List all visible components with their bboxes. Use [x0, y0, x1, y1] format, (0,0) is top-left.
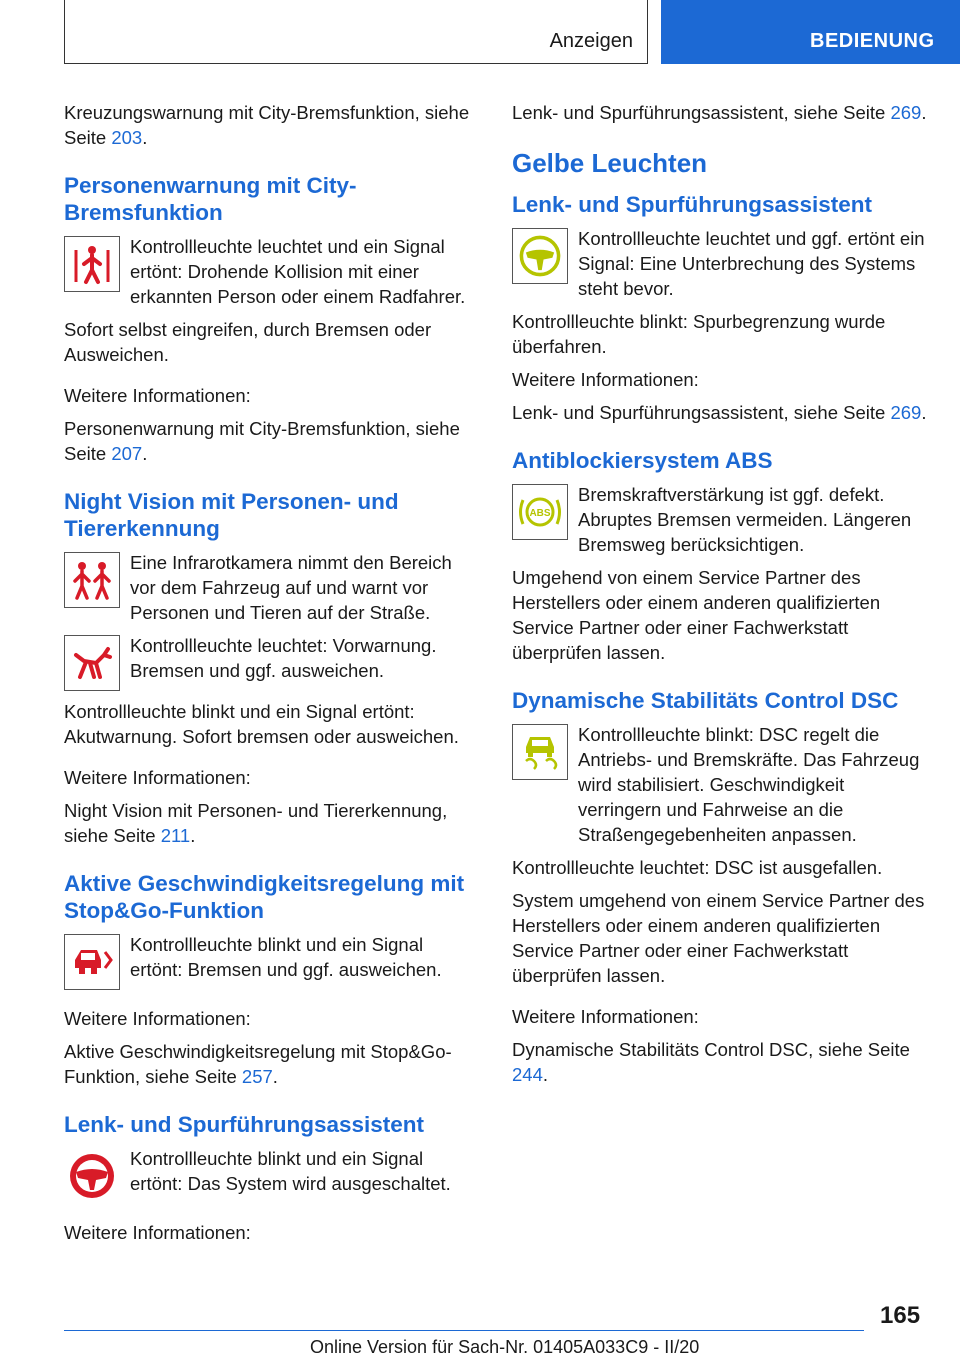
indicator-description: Kontrollleuchte leuchtet und ein Signal ertönt: Drohende Kollision mit einer erkannten Person oder einem Radfahrer. — [130, 236, 466, 307]
paragraph: Dynamische Stabilitäts Control DSC, siehe Seite 244. — [512, 1039, 910, 1085]
header-chapter-label: BEDIENUNG — [810, 30, 935, 52]
indicator-entry — [512, 482, 928, 557]
chapter-heading: Gelbe Leuchten — [512, 148, 708, 178]
section-heading: Antiblockiersystem ABS — [512, 448, 773, 473]
indicator-entry — [64, 633, 480, 691]
header-section-box — [64, 0, 648, 64]
paragraph: Kontrollleuchte blinkt und ein Signal ertönt: Akutwarnung. Sofort bremsen oder ausweichen. — [64, 701, 459, 747]
section-heading: Lenk- und Spurführungsassistent — [512, 192, 873, 217]
indicator-description: Bremskraftverstärkung ist ggf. defekt. Abruptes Bremsen vermeiden. Längeren Bremsweg berücksichtigen. — [578, 484, 912, 555]
indicator-description: Kontrollleuchte leuchtet: Vorwarnung. Bremsen und ggf. ausweichen. — [130, 635, 437, 681]
paragraph: Umgehend von einem Service Partner des Herstellers oder einem anderen qualifizierten Service Partner oder einer Fachwerkstatt überprüfen lassen. — [512, 567, 881, 663]
more-info-label: Weitere Informationen: — [64, 767, 251, 788]
page-link[interactable]: 207 — [111, 443, 143, 464]
paragraph: Kontrollleuchte leuchtet: DSC ist ausgefallen. — [512, 857, 883, 878]
section-heading: Dynamische Stabilitäts Control DSC — [512, 688, 899, 713]
more-info-label: Weitere Informationen: — [64, 1222, 251, 1243]
paragraph: System umgehend von einem Service Partner des Herstellers oder einem anderen qualifizierten Service Partner oder einer Fachwerkstatt überprüfen lassen. — [512, 890, 925, 986]
steering-wheel-yellow-icon — [512, 228, 568, 284]
paragraph: Kontrollleuchte blinkt: Spurbegrenzung wurde überfahren. — [512, 311, 886, 357]
left-column — [64, 100, 480, 1253]
indicator-description: Kontrollleuchte blinkt: DSC regelt die Antriebs- und Bremskräfte. Das Fahrzeug wird stabilisiert. Geschwindigkeit verringern und Fahrweise an die Straßengegebenheiten anpassen. — [578, 724, 920, 845]
indicator-entry — [64, 550, 480, 625]
page-link[interactable]: 269 — [890, 102, 922, 123]
header-section-label: Anzeigen — [549, 30, 633, 52]
footer-divider — [64, 1330, 864, 1331]
right-column — [512, 100, 928, 1095]
paragraph: Lenk- und Spurführungsassistent, siehe Seite 269. — [512, 402, 927, 423]
paragraph: Night Vision mit Personen- und Tiererkennung, siehe Seite 211. — [64, 800, 448, 846]
indicator-description: Kontrollleuchte blinkt und ein Signal ertönt: Das System wird ausgeschaltet. — [130, 1148, 451, 1194]
more-info-label: Weitere Informationen: — [64, 385, 251, 406]
indicator-entry — [512, 226, 928, 301]
abs-icon — [512, 484, 568, 540]
more-info-label: Weitere Informationen: — [512, 1006, 699, 1027]
indicator-entry — [64, 1146, 480, 1204]
page-number: 165 — [880, 1302, 921, 1329]
dsc-icon — [512, 724, 568, 780]
page-link[interactable]: 257 — [241, 1066, 273, 1087]
page-link[interactable]: 244 — [512, 1064, 543, 1085]
indicator-description: Eine Infrarotkamera nimmt den Bereich vor dem Fahrzeug auf und warnt vor Personen und Tieren auf der Straße. — [130, 552, 452, 623]
paragraph: Lenk- und Spurführungsassistent, siehe Seite 269. — [512, 102, 927, 123]
section-heading: Personenwarnung mit City-Bremsfunktion — [64, 173, 357, 225]
night-vision-animal-icon — [64, 635, 120, 691]
section-heading: Night Vision mit Personen- und Tiererkennung — [64, 489, 399, 541]
more-info-label: Weitere Informationen: — [64, 1008, 251, 1029]
page-link[interactable]: 203 — [111, 127, 143, 148]
steering-wheel-red-icon — [64, 1148, 120, 1204]
page-link[interactable]: 211 — [160, 825, 191, 846]
pedestrian-warning-icon — [64, 236, 120, 292]
indicator-description: Kontrollleuchte leuchtet und ggf. ertönt ein Signal: Eine Unterbrechung des Systems steht bevor. — [578, 228, 925, 299]
header-chapter-tab[interactable] — [661, 0, 960, 64]
night-vision-persons-icon — [64, 552, 120, 608]
footer-version-text: Online Version für Sach-Nr. 01405A033C9 - II/20 — [310, 1337, 700, 1357]
section-heading: Aktive Geschwindigkeitsregelung mit Stop&Go-Funktion — [64, 871, 465, 923]
paragraph: Aktive Geschwindigkeitsregelung mit Stop&Go-Funktion, siehe Seite 257. — [64, 1041, 452, 1087]
indicator-description: Kontrollleuchte blinkt und ein Signal ertönt: Bremsen und ggf. ausweichen. — [130, 934, 442, 980]
indicator-entry — [512, 722, 928, 847]
indicator-entry — [64, 932, 480, 990]
page-link[interactable]: 269 — [890, 402, 922, 423]
cruise-control-warning-icon — [64, 934, 120, 990]
paragraph: Personenwarnung mit City-Bremsfunktion, siehe Seite 207. — [64, 418, 460, 464]
indicator-entry — [64, 234, 480, 309]
svg-text:ABS: ABS — [529, 508, 551, 519]
section-heading: Lenk- und Spurführungsassistent — [64, 1112, 425, 1137]
more-info-label: Weitere Informationen: — [512, 369, 699, 390]
paragraph: Kreuzungswarnung mit City-Bremsfunktion, siehe Seite 203. — [64, 102, 470, 148]
paragraph: Sofort selbst eingreifen, durch Bremsen oder Ausweichen. — [64, 319, 432, 365]
